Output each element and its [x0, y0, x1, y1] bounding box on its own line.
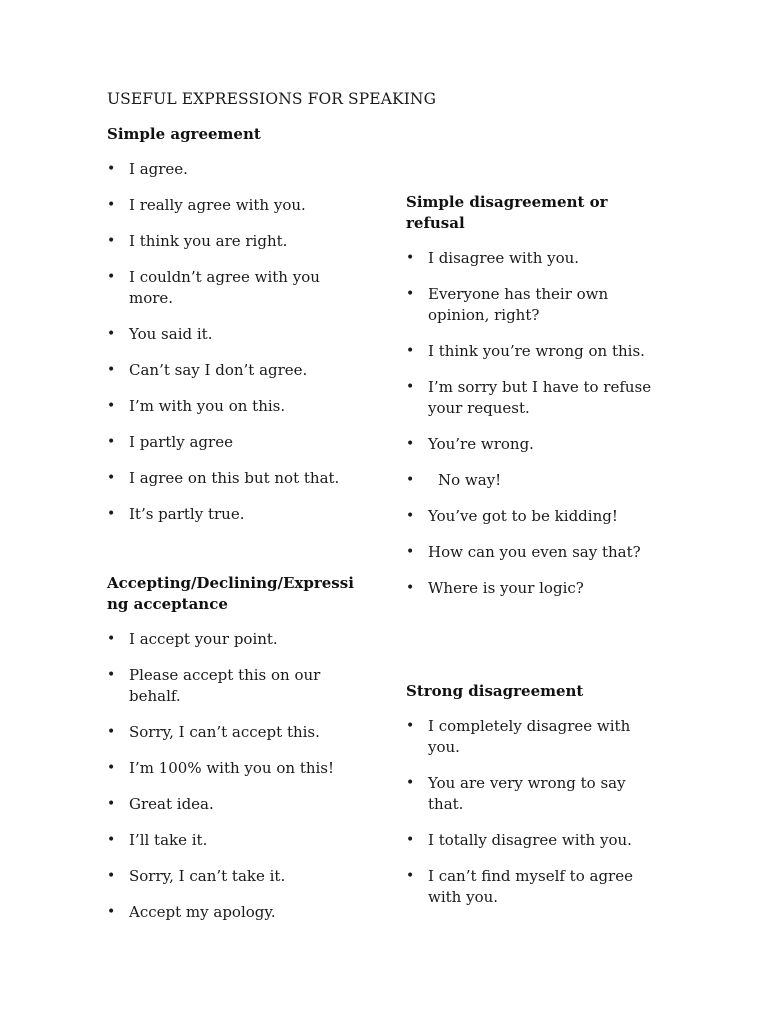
- bullet-icon: •: [107, 269, 116, 285]
- bullet-icon: •: [107, 326, 116, 342]
- list-item: • Accept my apology.: [107, 903, 276, 921]
- bullet-icon: •: [107, 398, 116, 414]
- list-item: • I completely disagree with you.: [406, 717, 631, 756]
- expression-list: [107, 629, 357, 923]
- bullet-icon: •: [406, 832, 415, 848]
- bullet-icon: •: [406, 718, 415, 734]
- bullet-icon: •: [406, 508, 415, 524]
- section-heading: Accepting/Declining/Expressing acceptance: [107, 574, 354, 613]
- section-accepting-declining: [107, 573, 357, 938]
- list-item: • I couldn’t agree with you more.: [107, 268, 320, 307]
- bullet-icon: •: [406, 472, 415, 488]
- section-strong-disagreement: [406, 681, 661, 923]
- section-heading: Simple disagreement or refusal: [406, 193, 608, 232]
- bullet-icon: •: [107, 724, 116, 740]
- bullet-icon: •: [107, 434, 116, 450]
- list-item: • I’m 100% with you on this!: [107, 759, 335, 777]
- list-item: • I’m sorry but I have to refuse your request.: [406, 378, 652, 417]
- list-item: • I can’t find myself to agree with you.: [406, 867, 633, 906]
- list-item: • You said it.: [107, 325, 213, 343]
- list-item: • Sorry, I can’t accept this.: [107, 723, 320, 741]
- bullet-icon: •: [107, 667, 116, 683]
- list-item: • Where is your logic?: [406, 579, 584, 597]
- bullet-icon: •: [107, 161, 116, 177]
- bullet-icon: •: [107, 233, 116, 249]
- bullet-icon: •: [406, 544, 415, 560]
- list-item: • I’ll take it.: [107, 831, 208, 849]
- bullet-icon: •: [107, 796, 116, 812]
- list-item: • I really agree with you.: [107, 196, 306, 214]
- section-heading: Strong disagreement: [406, 682, 584, 700]
- bullet-icon: •: [107, 832, 116, 848]
- section-simple-disagreement: [406, 192, 661, 614]
- expression-list: [406, 248, 661, 599]
- list-item: • I totally disagree with you.: [406, 831, 632, 849]
- list-item: • I think you’re wrong on this.: [406, 342, 645, 360]
- list-item: • You’ve got to be kidding!: [406, 507, 618, 525]
- list-item: • It’s partly true.: [107, 505, 245, 523]
- list-item: • Everyone has their own opinion, right?: [406, 285, 609, 324]
- list-item: • I agree on this but not that.: [107, 469, 340, 487]
- bullet-icon: •: [107, 362, 116, 378]
- section-simple-agreement: [107, 124, 357, 540]
- list-item: • Can’t say I don’t agree.: [107, 361, 308, 379]
- section-heading: Simple agreement: [107, 125, 261, 143]
- list-item: • I agree.: [107, 160, 188, 178]
- list-item: • I’m with you on this.: [107, 397, 286, 415]
- list-item: • I accept your point.: [107, 630, 278, 648]
- bullet-icon: •: [406, 436, 415, 452]
- list-item: • I partly agree: [107, 433, 233, 451]
- list-item: • I disagree with you.: [406, 249, 580, 267]
- expression-list: [107, 159, 357, 525]
- bullet-icon: •: [107, 470, 116, 486]
- bullet-icon: •: [107, 868, 116, 884]
- list-item: • No way!: [406, 471, 502, 489]
- bullet-icon: •: [406, 379, 415, 395]
- bullet-icon: •: [107, 760, 116, 776]
- bullet-icon: •: [406, 250, 415, 266]
- list-item: • Sorry, I can’t take it.: [107, 867, 286, 885]
- document-title: USEFUL EXPRESSIONS FOR SPEAKING: [107, 90, 437, 108]
- list-item: • Great idea.: [107, 795, 214, 813]
- bullet-icon: •: [406, 343, 415, 359]
- bullet-icon: •: [406, 868, 415, 884]
- list-item: • You are very wrong to say that.: [406, 774, 626, 813]
- bullet-icon: •: [406, 286, 415, 302]
- list-item: • I think you are right.: [107, 232, 288, 250]
- expression-list: [406, 716, 661, 908]
- list-item: • You’re wrong.: [406, 435, 534, 453]
- bullet-icon: •: [107, 631, 116, 647]
- bullet-icon: •: [107, 197, 116, 213]
- bullet-icon: •: [406, 580, 415, 596]
- bullet-icon: •: [107, 506, 116, 522]
- bullet-icon: •: [406, 775, 415, 791]
- list-item: • How can you even say that?: [406, 543, 641, 561]
- list-item: • Please accept this on our behalf.: [107, 666, 321, 705]
- bullet-icon: •: [107, 904, 116, 920]
